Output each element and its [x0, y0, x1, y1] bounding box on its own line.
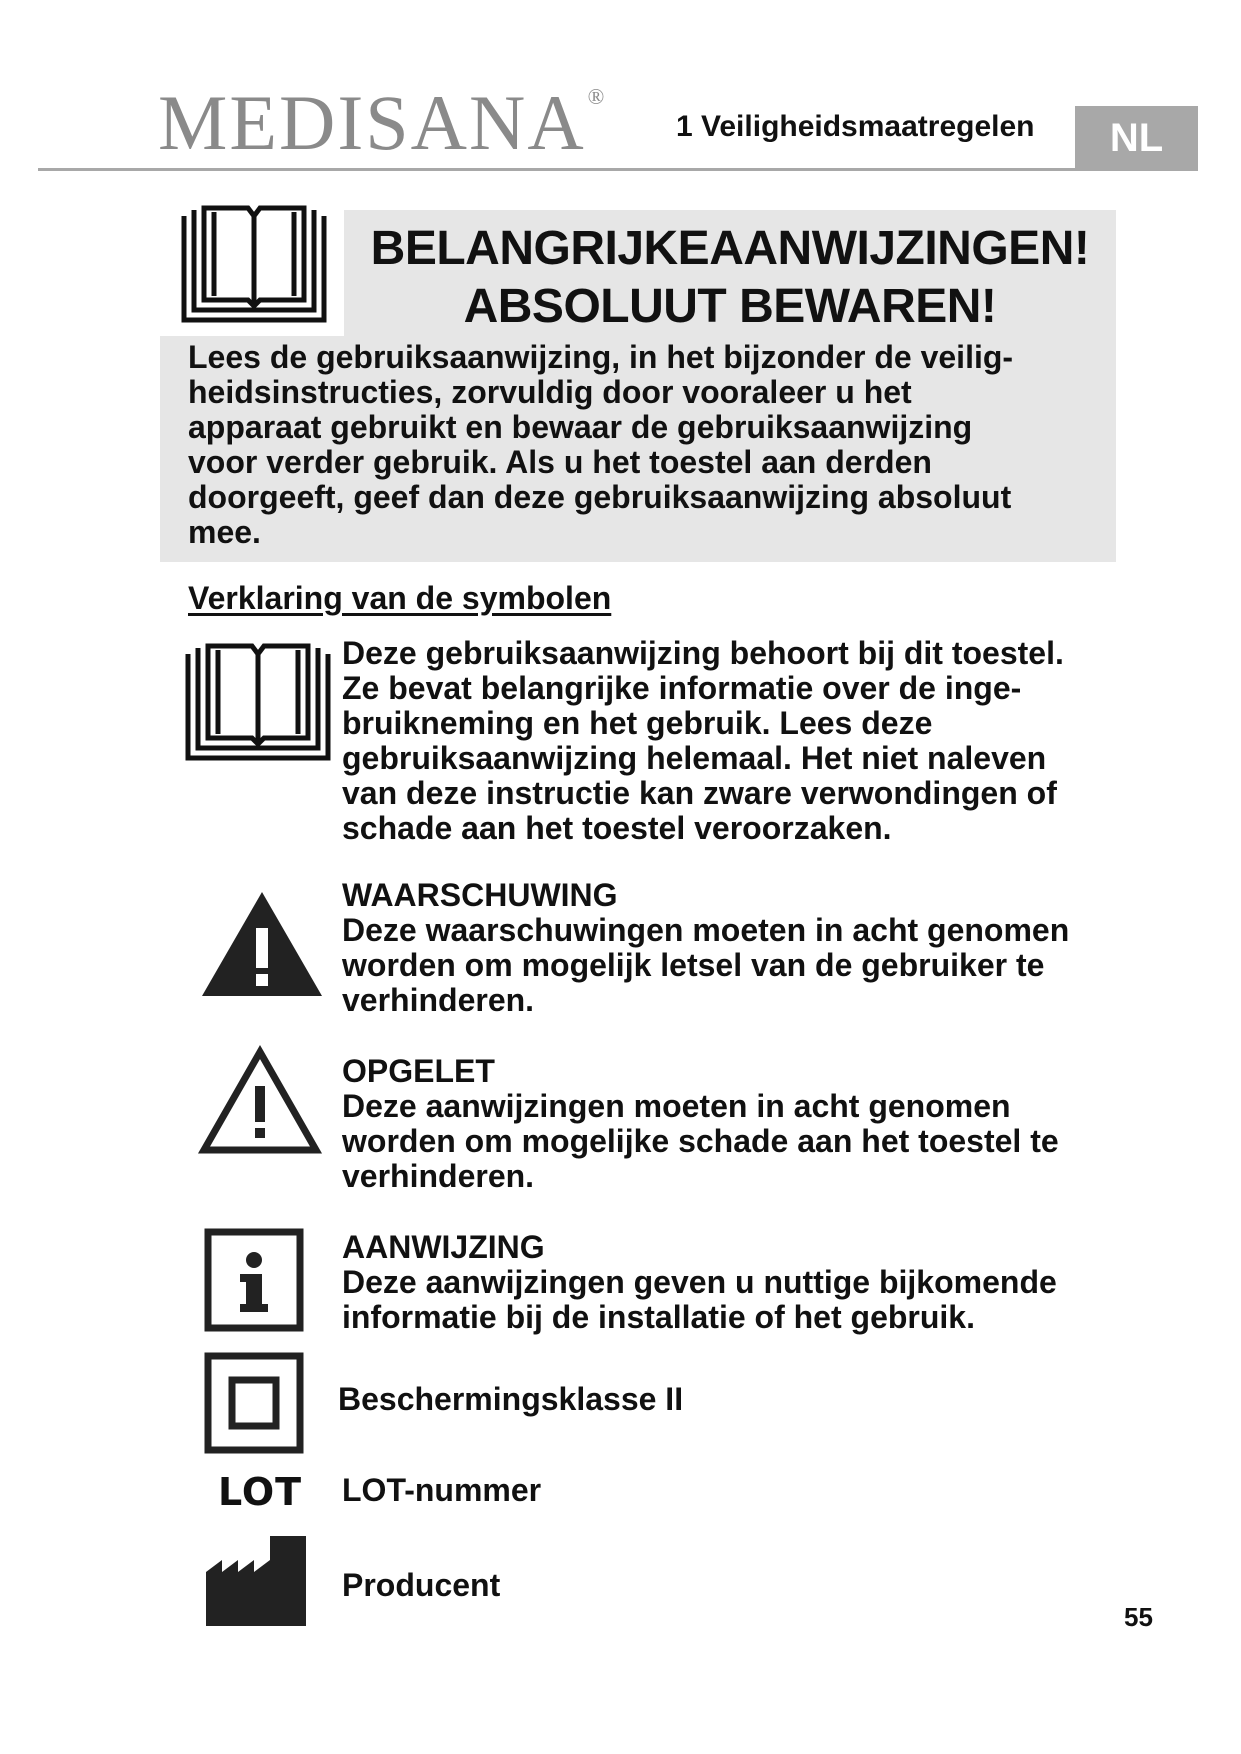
description-line: schade aan het toestel veroorzaken.: [342, 810, 892, 846]
description-line: bruikneming en het gebruik. Lees deze: [342, 705, 933, 741]
symbol-warning-title: WAARSCHUWING: [342, 877, 618, 913]
notice-line: voor verder gebruik. Als u het toestel aan derden: [188, 444, 932, 480]
symbol-caution-title: OPGELET: [342, 1053, 495, 1089]
book-icon: [184, 640, 332, 764]
book-icon: [180, 202, 328, 326]
notice-title-line-2: ABSOLUUT BEWAREN!: [463, 280, 997, 333]
notice-title-line-1: BELANGRIJKEAANWIJZINGEN!: [370, 222, 1090, 275]
description-line: van deze instructie kan zware verwondingen of: [342, 775, 1057, 811]
symbol-lot-label: LOT-nummer: [342, 1472, 542, 1508]
description-line: Ze bevat belangrijke informatie over de inge-: [342, 670, 1022, 706]
symbol-warning-description: [342, 878, 1132, 1018]
lot-icon: LOT: [218, 1470, 303, 1514]
symbol-note-description: [342, 1230, 1132, 1335]
description-line: informatie bij de installatie of het gebruik.: [342, 1299, 975, 1335]
description-line: worden om mogelijk letsel van de gebruiker te: [342, 947, 1045, 983]
description-line: verhinderen.: [342, 1158, 535, 1194]
factory-icon: [206, 1534, 306, 1626]
registered-mark: ®: [587, 84, 607, 109]
header-divider: [38, 168, 1198, 171]
brand-name: MEDISANA: [158, 79, 586, 166]
description-line: Deze waarschuwingen moeten in acht genomen: [342, 912, 1070, 948]
notice-body: [188, 340, 1088, 550]
notice-line: mee.: [188, 514, 261, 550]
description-line: worden om mogelijke schade aan het toestel te: [342, 1123, 1059, 1159]
page-number: 55: [1124, 1602, 1153, 1632]
info-icon: [204, 1228, 304, 1332]
symbol-manual-description: [342, 636, 1132, 846]
symbol-protection-label: Beschermingsklasse II: [338, 1381, 684, 1417]
description-line: Deze aanwijzingen geven u nuttige bijkomende: [342, 1264, 1057, 1300]
description-line: verhinderen.: [342, 982, 535, 1018]
class-ii-icon: [204, 1352, 304, 1454]
symbols-heading: Verklaring van de symbolen: [188, 580, 612, 616]
symbol-manufacturer-label: Producent: [342, 1567, 501, 1603]
notice-title: [344, 220, 1116, 336]
description-line: gebruiksaanwijzing helemaal. Het niet naleven: [342, 740, 1047, 776]
notice-line: doorgeeft, geef dan deze gebruiksaanwijzing absoluut: [188, 479, 1012, 515]
notice-line: heidsinstructies, zorvuldig door vooraleer u het: [188, 374, 912, 410]
section-title: 1 Veiligheidsmaatregelen: [676, 110, 1035, 143]
notice-line: Lees de gebruiksaanwijzing, in het bijzonder de veilig-: [188, 339, 1014, 375]
description-line: Deze gebruiksaanwijzing behoort bij dit toestel.: [342, 635, 1064, 671]
symbol-caution-description: [342, 1054, 1132, 1194]
notice-line: apparaat gebruikt en bewaar de gebruiksaanwijzing: [188, 409, 973, 445]
warning-filled-icon: [198, 888, 326, 1000]
brand-logo: [158, 79, 607, 166]
symbol-note-title: AANWIJZING: [342, 1229, 545, 1265]
description-line: Deze aanwijzingen moeten in acht genomen: [342, 1088, 1011, 1124]
warning-outline-icon: [196, 1044, 324, 1156]
language-tab: NL: [1075, 106, 1198, 170]
